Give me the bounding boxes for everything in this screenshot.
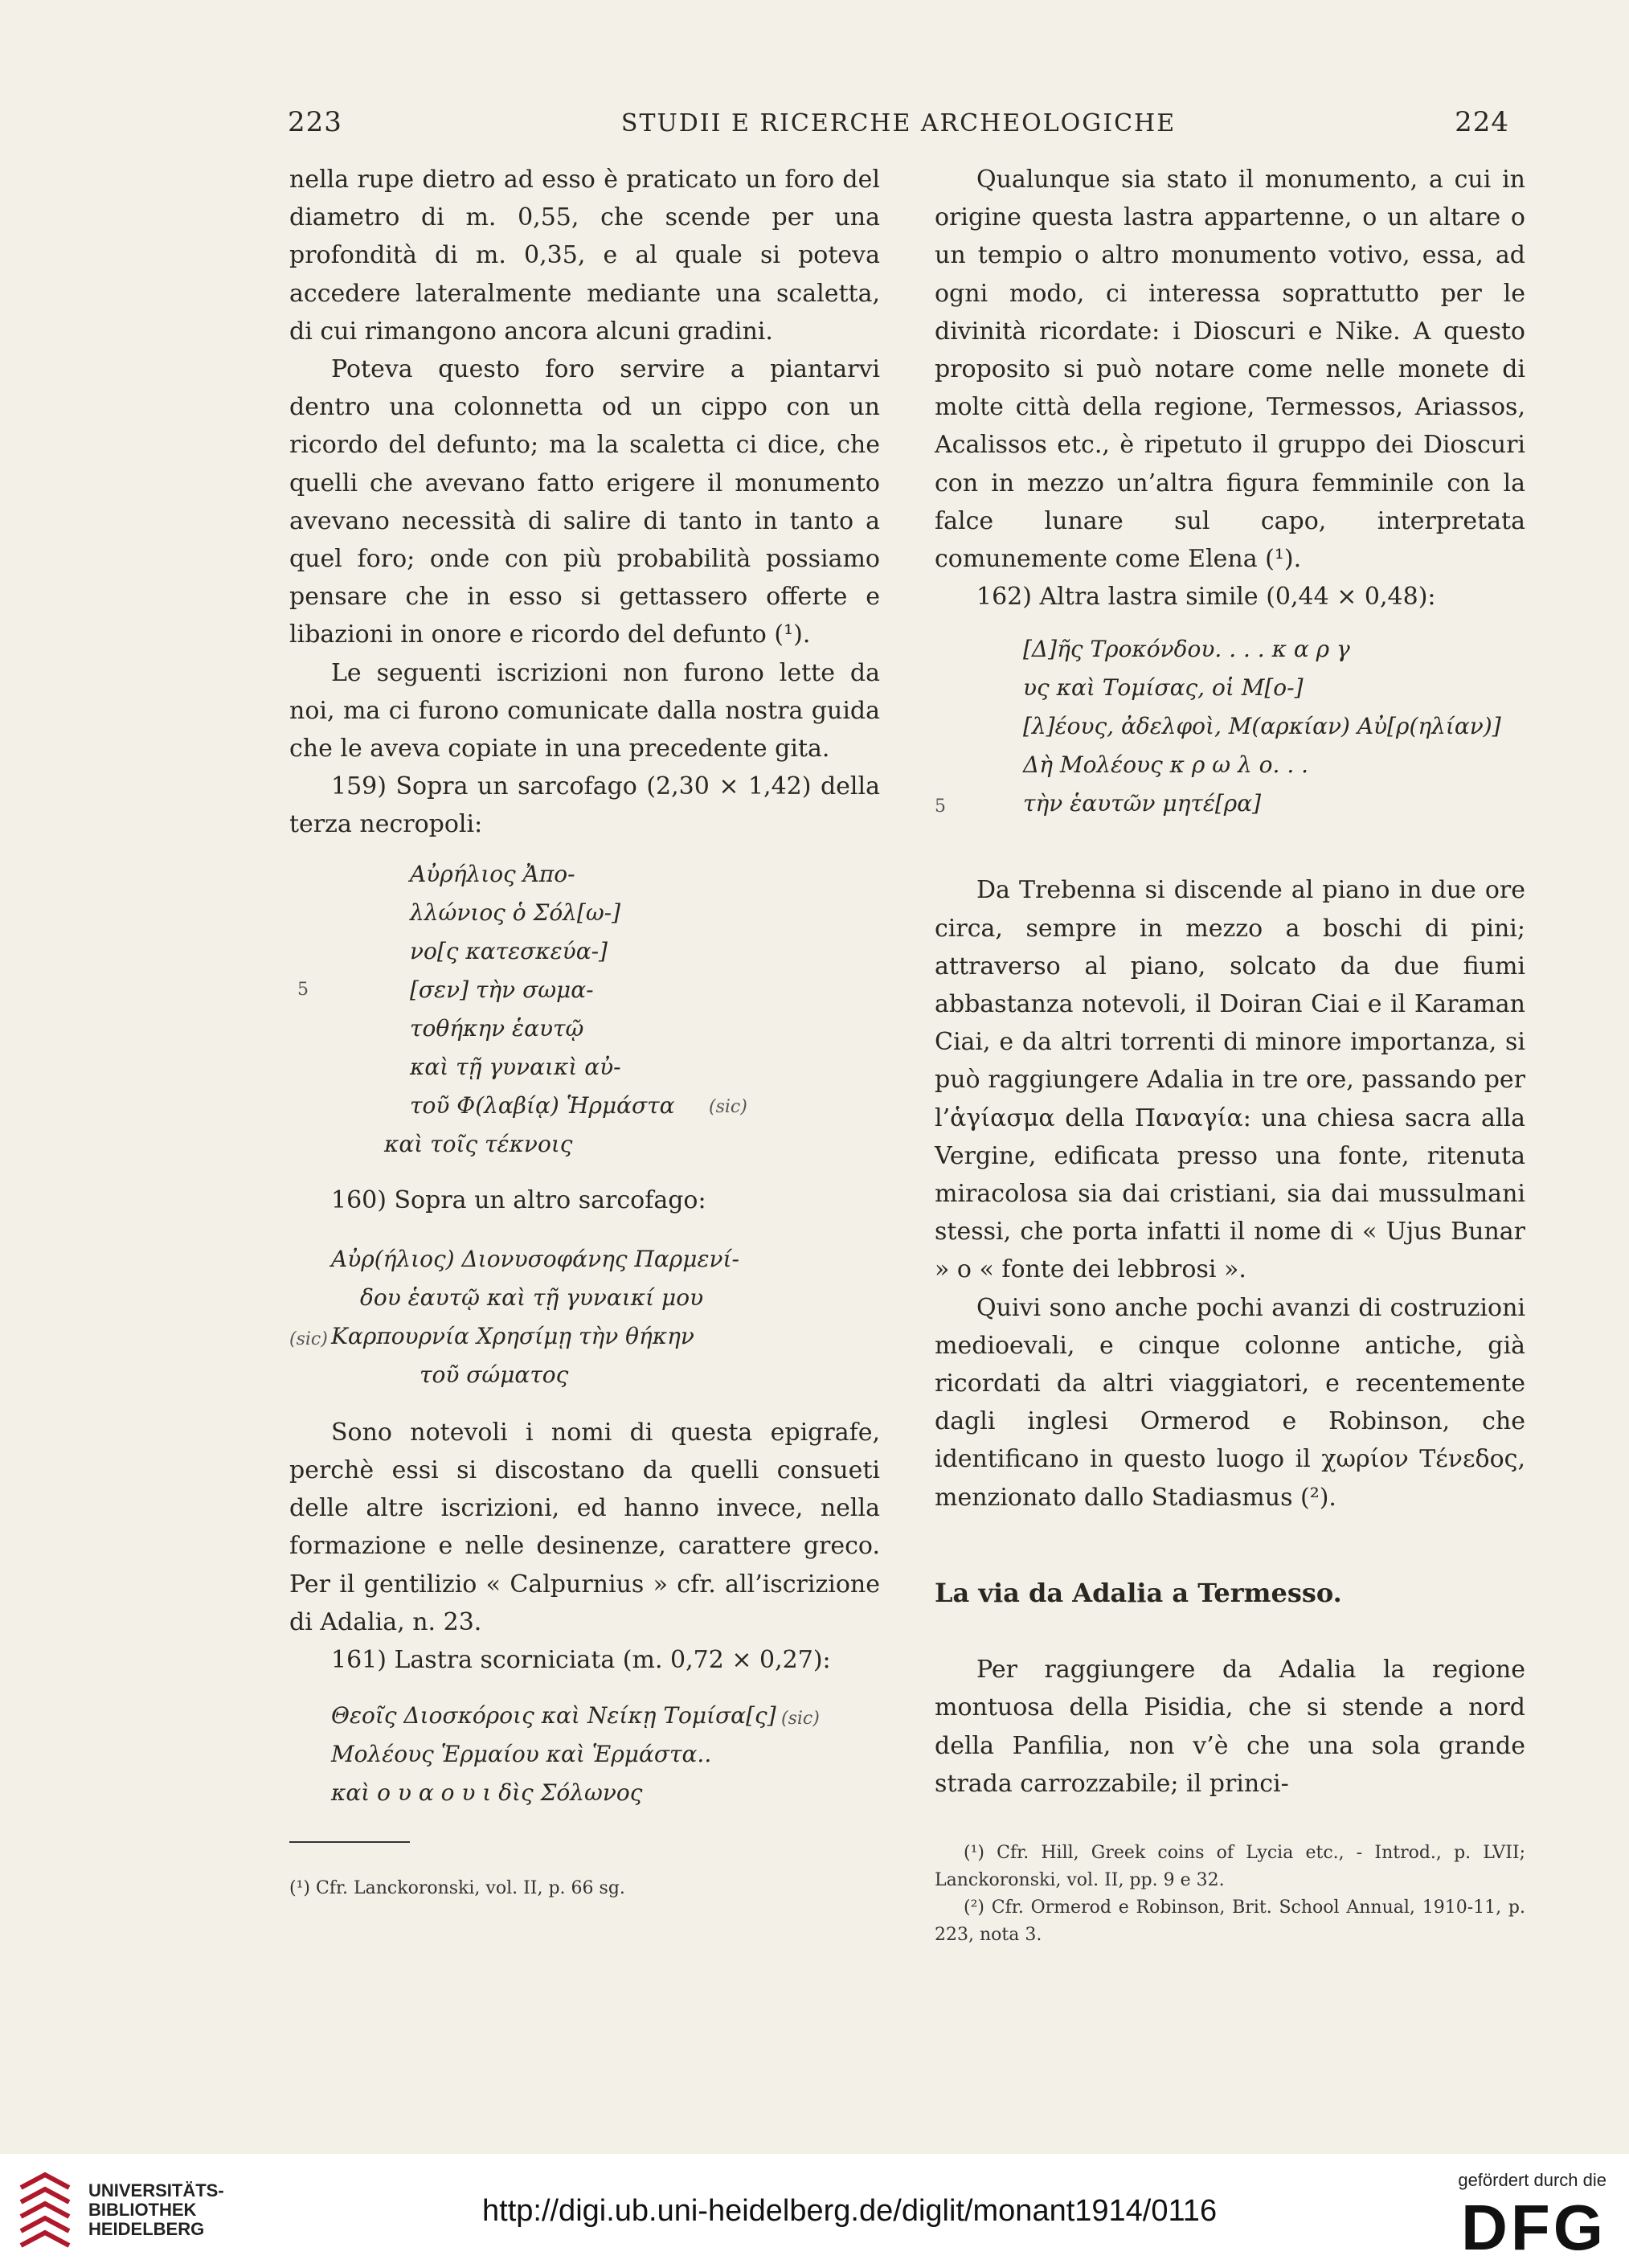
line-number: 5 — [935, 796, 946, 817]
inscription-line: [σεν] τὴν σωμα- — [410, 976, 594, 1003]
inscription-160 — [289, 1240, 880, 1394]
footnote: (²) Cfr. Ormerod e Robinson, Brit. School Annual, 1910-11, p. 223, nota 3. — [935, 1897, 1525, 1945]
paragraph: Sono notevoli i nomi di questa epigrafe, perchè essi si discostano da quelli consueti delle altre iscrizioni, ed hanno invece, nella formazione e nelle desinenze, carattere greco. Per il gentilizio « Calpurnius » cfr. all’iscrizione di Adalia, n. 23. — [289, 1418, 880, 1636]
footnotes — [935, 1840, 1525, 1949]
inscription-line: τοθήκην ἑαυτῷ — [410, 1014, 584, 1042]
inscription-line: υς καὶ Τομίσας, οἱ Μ[ο-] — [1023, 674, 1304, 702]
inscription-161 — [331, 1697, 880, 1812]
page-number-left: 223 — [288, 106, 342, 138]
paragraph: 162) Altra lastra simile (0,44 × 0,48): — [976, 583, 1436, 612]
inscription-line: Καρπουρνία Χρησίμῃ τὴν θήκην — [331, 1322, 694, 1349]
footnote-rule — [289, 1841, 410, 1843]
inscription-162 — [935, 630, 1525, 823]
inscription-line: τὴν ἑαυτῶν μητέ[ρα] — [1023, 790, 1262, 817]
paragraph: Da Trebenna si discende al piano in due ore circa, sempre in mezzo a boschi di pini; attraverso al piano, solcato da due fiumi abbastanza notevoli, il Doiran Ciai e il Karaman Ciai, e da altri torrenti di minore importanza, si può raggiungere Adalia in tre ore, passando per l’ἁγίασμα della Παναγία: una chiesa sacra alla Vergine, edificata presso una fonte, ritenuta miracolosa sia dai cristiani, sia dai mussulmani stessi, che porta infatti il nome di « Ujus Bunar » o « fonte dei lebbrosi ». — [935, 876, 1525, 1284]
paragraph: 159) Sopra un sarcofago (2,30 × 1,42) della terza necropoli: — [289, 772, 880, 839]
paragraph: Poteva questo foro servire a piantarvi dentro una colonnetta od un cippo con un ricordo del defunto; ma la scaletta ci dice, che quelli che avevano fatto erigere il monumento avevano necessità di salire di tanto in tanto a quel foro; onde con più probabilità possiamo pensare che in esso si gettassero offerte e libazioni in onore e ricordo del defunto (¹). — [289, 355, 880, 649]
inscription-line: καὶ τοῖς τέκνοις — [384, 1130, 573, 1157]
section-heading: La via da Adalia a Termesso. — [935, 1577, 1342, 1608]
sic-note: (sic) — [709, 1096, 747, 1117]
right-column — [935, 161, 1525, 1949]
library-name-line: HEIDELBERG — [88, 2219, 205, 2239]
inscription-line: Αὐρ(ήλιος) Διονυσοφάνης Παρμενί- — [331, 1245, 739, 1272]
page-number-right: 224 — [1455, 106, 1509, 138]
sic-note: (sic) — [781, 1709, 820, 1730]
footnote: (¹) Cfr. Hill, Greek coins of Lycia etc., - Introd., p. LVII; Lanckoronski, vol. II, pp. 9 e 32. — [935, 1842, 1525, 1890]
inscription-line: νο[ς κατεσκεύα-] — [410, 937, 608, 964]
inscription-line: δου ἑαυτῷ καὶ τῇ γυναικί μου — [360, 1283, 704, 1311]
paragraph: Le seguenti iscrizioni non furono lette da noi, ma ci furono comunicate dalla nostra guida che le aveva copiate in una precedente gita. — [289, 658, 880, 764]
paragraph: Quivi sono anche pochi avanzi di costruzioni medioevali, e cinque colonne antiche, già ricordati da altri viaggiatori, e recentemente dagli inglesi Ormerod e Robinson, che identificano in questo luogo il χωρίον Τένεδος, menzionato dallo Stadiasmus (²). — [935, 1293, 1525, 1512]
paragraph: 160) Sopra un altro sarcofago: — [331, 1185, 706, 1214]
inscription-159 — [297, 855, 880, 1164]
inscription-line: Μολέους Ἑρμαίου καὶ Ἑρμάστα.. — [331, 1741, 712, 1768]
sic-note: (sic) — [289, 1328, 328, 1349]
inscription-line: καὶ τῇ γυναικὶ αὐ- — [410, 1053, 621, 1080]
footnote: (¹) Cfr. Lanckoronski, vol. II, p. 66 sg. — [289, 1878, 625, 1899]
viewer-footer — [0, 2154, 1629, 2268]
left-column — [289, 161, 880, 1902]
inscription-line: λλώνιος ὁ Σόλ[ω-] — [410, 899, 621, 926]
inscription-line: τοῦ σώματος — [420, 1361, 569, 1388]
university-library-logo[interactable] — [14, 2172, 223, 2252]
permalink[interactable]: http://digi.ub.uni-heidelberg.de/diglit/monant1914/0116 — [482, 2194, 1218, 2228]
inscription-line: καὶ ο υ α ο υ ι δὶς Σόλωνος — [331, 1779, 643, 1807]
inscription-line: τοῦ Φ(λαβίᾳ) Ἡρμάστα — [410, 1091, 675, 1119]
funded-by-label: gefördert durch die — [1458, 2170, 1606, 2190]
library-name — [88, 2181, 224, 2239]
paragraph: Per raggiungere da Adalia la regione montuosa della Pisidia, che si stende a nord della Panfilia, non v’è che una sola grande strada carrozzabile; il princi- — [935, 1656, 1525, 1798]
inscription-line: Θεοῖς Διοσκόροις καὶ Νείκῃ Τομίσα[ς] — [331, 1702, 776, 1730]
running-head — [288, 106, 1509, 138]
inscription-line: [Δ]ῆς Τροκόνδου. . . . κ α ρ γ — [1023, 636, 1350, 663]
inscription-line: Δὴ Μολέους κ ρ ω λ ο. . . — [1023, 751, 1309, 779]
paragraph: nella rupe dietro ad esso è praticato un foro del diametro di m. 0,55, che scende per una profondità di m. 0,35, e al quale si poteva accedere lateralmente mediante una scaletta, di cui rimangono ancora alcuni gradini. — [289, 166, 880, 346]
library-name-line: BIBLIOTHEK — [88, 2200, 197, 2220]
library-name-line: UNIVERSITÄTS- — [88, 2180, 224, 2200]
dfg-logo[interactable]: DFG — [1461, 2192, 1606, 2263]
paragraph: 161) Lastra scorniciata (m. 0,72 × 0,27): — [331, 1646, 831, 1675]
line-number: 5 — [297, 979, 309, 1000]
library-emblem-icon — [14, 2172, 76, 2252]
inscription-line: [λ]έους, ἀδελφοὶ, Μ(αρκίαν) Αὐ[ρ(ηλίαν)] — [1023, 713, 1501, 740]
running-title: STUDII E RICERCHE ARCHEOLOGICHE — [620, 109, 1177, 137]
inscription-line: Αὐρήλιος Ἀπο- — [410, 860, 575, 887]
paragraph: Qualunque sia stato il monumento, a cui in origine questa lastra appartenne, o un altare o un tempio o altro monumento votivo, essa, ad ogni modo, ci interessa soprattutto per le divinità ricordate: i Dioscuri e Nike. A questo proposito si può notare come nelle monete di molte città della regione, Termessos, Ariassos, Acalissos etc., è ripetuto il gruppo dei Dioscuri con in mezzo un’altra figura femminile con la falce lunare sul capo, interpretata comunemente come Elena (¹). — [935, 166, 1525, 574]
